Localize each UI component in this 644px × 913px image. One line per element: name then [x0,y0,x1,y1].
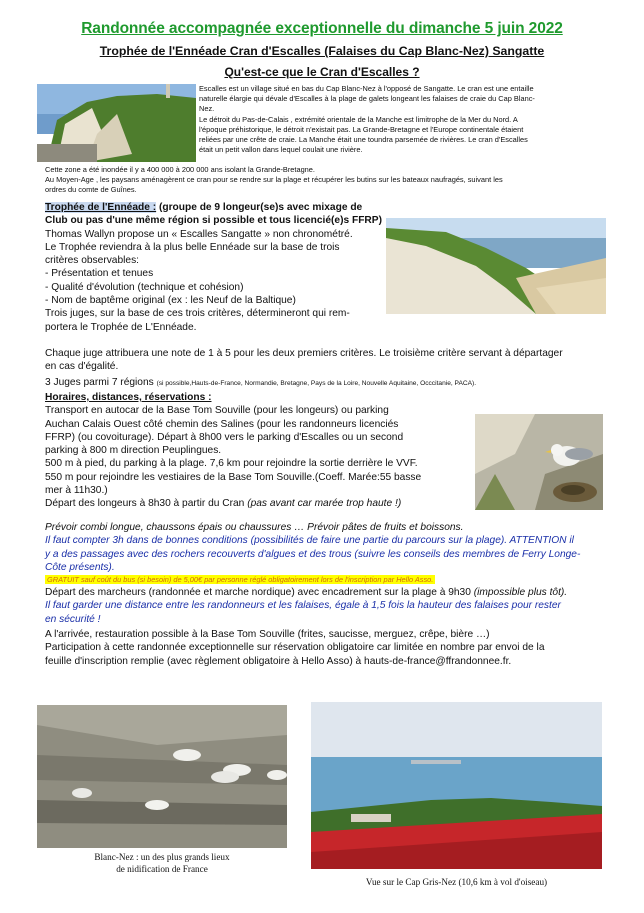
distance-warning: en sécurité ! [45,613,101,625]
provisions-text: Prévoir combi longue, chaussons épais ou chaussures … Prévoir pâtes de fruits et boissons. [45,522,464,533]
left-photo-caption [37,851,287,875]
schedule-heading: Horaires, distances, réservations : [45,392,212,403]
beach-cliffs-photo [386,218,606,314]
schedule-line: parking à 800 m direction Peuplingues. [45,445,222,457]
walkers-note: (impossible plus tôt). [473,587,568,599]
gulls-cliff-photo [37,705,287,848]
depart-note: (pas avant car marée trop haute !) [247,498,402,510]
section-question: Qu'est-ce que le Cran d'Escalles ? [224,65,420,79]
warning-line: Il faut compter 3h dans de bonnes conditions (possibilités de faire une partie du parcours sur la plage). ATTENTION il [45,535,574,547]
trophy-line: - Nom de baptême original (ex : les Neuf de la Baltique) [45,295,296,307]
left-caption-line2: de nidification de France [116,864,208,874]
schedule-section [45,391,475,511]
trophy-line: Club ou pas d'une même région si possible et tous licencié(e)s FFRP) [45,215,382,227]
intro-line: reliées par une crête de craie. La Manche était une toundra parsemée de rivières. Le cran d'Escalles [199,135,528,145]
warning-line: y a des passages avec des rochers recouverts d'algues et des trous (suivre les conseils des membres de Ferry Longe- [45,548,581,560]
schedule-line: FFRP) (ou covoiturage). Départ à 8h00 vers le parking d'Escalles ou un second [45,431,404,443]
right-caption: Vue sur le Cap Gris-Nez (10,6 km à vol d'oiseau) [365,877,548,887]
trophy-label: Trophée de l'Ennéade : [45,202,157,213]
gull-nest-photo [475,414,603,510]
participation-line: feuille d'inscription remplie (avec règlement obligatoire à Hello Asso) à hauts-de-france@ffrandonnee.fr. [45,655,512,667]
participation-line: Participation à cette randonnée exceptionnelle sur réservation obligatoire car limitée en nombre par envoi de la [45,642,545,654]
schedule-line: Auchan Calais Ouest côté chemin des Salines (pour les randonneurs licenciés [45,418,399,430]
right-photo-caption [311,876,602,888]
intro-line: Nez. [199,104,215,114]
left-caption-line1: Blanc-Nez : un des plus grands lieux [94,852,230,862]
schedule-line: 550 m pour rejoindre les vestiaires de la Base Tom Souville.(Coeff. Marée:55 basse [45,471,422,483]
intro-line: Cette zone a été inondée il y a 400 000 à 200 000 ans isolant la Grande-Bretagne. [45,165,315,174]
intro-text-full [45,165,625,196]
trophy-line: portera le Trophée de L'Ennéade. [45,321,197,333]
trophy-section [45,201,385,334]
cliff-photo-monument [37,84,196,162]
trophy-line1: (groupe de 9 longeur(se)s avec mixage de [156,202,363,213]
judges-regions: (si possible,Hauts-de-France, Normandie, Bretagne, Pays de la Loire, Nouvelle Aquitaine, Occcitanie, PACA). [156,379,477,387]
intro-line: Escalles est un village situé en bas du Cap Blanc-Nez à l'opposé de Sangatte. Le cran est une entaille [199,84,534,93]
trophy-line: Thomas Wallyn propose un « Escalles Sangatte » non chronométré. [45,228,353,240]
trophy-line: Le Trophée reviendra à la plus belle Ennéade sur la base de trois [45,241,340,253]
schedule-line: Transport en autocar de la Base Tom Souville (pour les longeurs) ou parking [45,405,389,417]
depart-longeurs: Départ des longeurs à 8h30 à partir du Cran [45,498,248,510]
trophy-line: Trois juges, sur la base de ces trois critères, détermineront qui rem- [45,308,350,320]
intro-text [199,84,609,155]
arrival-text: A l'arrivée, restauration possible à la Base Tom Souville (frites, saucisse, merguez, crêpe, bière …) [45,629,490,641]
intro-line: était un petit vallon dans lequel coulait une rivière. [199,145,363,155]
judges-main: 3 Juges parmi 7 régions [45,376,157,388]
schedule-section-full [45,521,635,668]
warning-line: Côte présents). [45,561,115,573]
intro-line: l'époque préhistorique, le détroit n'existait pas. La Grande-Bretagne et l'Europe continentale étaient [199,124,524,134]
trophy-line: Chaque juge attribuera une note de 1 à 5 pour les deux premiers critères. Le troisième critère servant à départager [45,348,563,359]
schedule-line: 500 m à pied, du parking à la plage. 7,6 km pour rejoindre la sortie derrière le VVF. [45,458,418,470]
intro-line: naturelle élargie qui dévale d'Escalles à la plage de galets longeant les falaises de craie du Cap Blanc- [199,94,535,104]
intro-line: ordres du comte de Guînes. [45,185,137,195]
cap-gris-nez-photo [311,702,602,869]
schedule-line: mer à 11h30.) [45,485,108,497]
walkers-departure: Départ des marcheurs (randonnée et marche nordique) avec encadrement sur la plage à 9h30 [45,587,474,599]
intro-line: Au Moyen-Age , les paysans aménagèrent ce cran pour se rendre sur la plage et récupérer les butins sur les bateaux naufragés, suivant les [45,175,503,185]
trophy-line: - Présentation et tenues [45,268,154,280]
page-title: Randonnée accompagnée exceptionnelle du dimanche 5 juin 2022 [81,20,563,37]
trophy-line: - Qualité d'évolution (technique et cohésion) [45,281,244,293]
page-subtitle: Trophée de l'Ennéade Cran d'Escalles (Falaises du Cap Blanc-Nez) Sangatte [99,44,545,58]
free-note-highlight: GRATUIT sauf coût du bus (si besoin) de 5,00€ par personne réglé obligatoirement lors de l'inscription par Hello Asso. [47,575,434,585]
distance-warning: Il faut garder une distance entre les randonneurs et les falaises, égale à 1,5 fois la hauteur des falaises pour rester [45,600,561,612]
trophy-line: en cas d'égalité. [45,361,119,373]
intro-line: Le détroit du Pas-de-Calais , extrémité orientale de la Manche est limitrophe de la Mer du Nord. A [199,114,518,124]
trophy-section-full [45,347,635,390]
trophy-line: critères observables: [45,255,139,267]
